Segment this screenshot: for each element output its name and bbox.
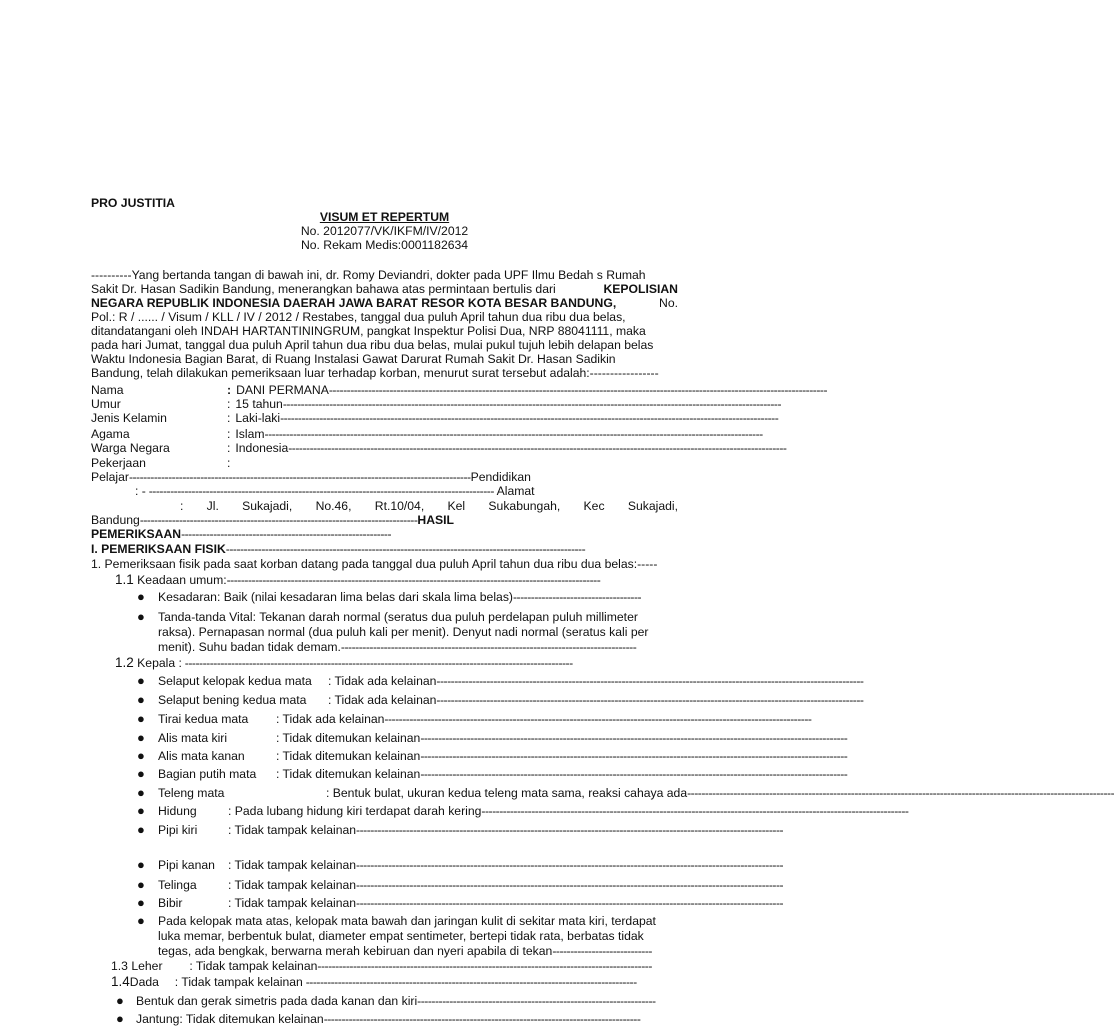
exam-label: Telinga	[158, 878, 197, 892]
identity-label: Nama	[91, 383, 124, 397]
bullet-icon: ●	[137, 822, 145, 837]
exam-row: Alis mata kanan : Tidak ditemukan kelainan------------------------------------------------------------------------------------------------------------------------	[158, 749, 848, 763]
subsection-number: 1.2	[115, 655, 134, 670]
exam-label: Bibir	[158, 896, 183, 910]
exam-value: : Tidak ada kelainan	[328, 693, 437, 707]
subsection-label: Keadaan umum:	[137, 573, 227, 587]
exam-value: : Tidak ditemukan kelainan	[276, 731, 421, 745]
identity-label: Umur	[91, 397, 121, 411]
subsection-line: 1.3 Leher : Tidak tampak kelainan----------------------------------------------------------------------------------------------	[111, 959, 652, 973]
bullet-line: Bentuk dan gerak simetris pada dada kanan dan kiri-------------------------------------------------------------------	[136, 994, 656, 1008]
subsection-number: 1.1	[115, 572, 134, 587]
bandung-label: Bandung	[91, 513, 140, 527]
exam-label: Alis mata kanan	[158, 749, 245, 763]
identity-separator: :	[227, 383, 232, 397]
alamat-label: Alamat	[496, 484, 535, 498]
exam-value: : Tidak tampak kelainan	[228, 858, 357, 872]
identity-separator: :	[227, 441, 231, 455]
identity-row: Nama : DANI PERMANA--------------------------------------------------------------------------------------------------------------------------------------------	[91, 383, 828, 397]
subsection-number: 1.4	[111, 974, 130, 989]
bullet-line: tegas, ada bengkak, berwarna merah kebiruan dan nyeri apabila di tekan----------------------------	[158, 944, 652, 958]
exam-row: Bagian putih mata : Tidak ditemukan kelainan------------------------------------------------------------------------------------------------------------------------	[158, 767, 848, 781]
bullet-line: Kesadaran: Baik (nilai kesadaran lima belas dari skala lima belas)------------------------------------	[158, 590, 642, 604]
bullet-icon: ●	[137, 913, 145, 928]
identity-value: Islam	[235, 427, 265, 441]
bullet-line: raksa). Pernapasan normal (dua puluh kali per menit). Denyut nadi normal (seratus kali per	[158, 625, 649, 639]
section-heading: I. PEMERIKSAAN FISIK	[91, 542, 226, 556]
identity-separator: :	[227, 397, 231, 411]
bullet-line: Jantung: Tidak ditemukan kelainan-----------------------------------------------------------------------------------------	[136, 1012, 641, 1026]
document-number: No. 2012077/VK/IKFM/IV/2012	[300, 224, 469, 238]
exam-value: : Tidak tampak kelainan	[228, 823, 357, 837]
identity-row: Jenis Kelamin : Laki-laki--------------------------------------------------------------------------------------------------------------------------------------------	[91, 411, 779, 425]
bullet-line: Tanda-tanda Vital: Tekanan darah normal (seratus dua puluh perdelapan puluh millimeter	[158, 610, 638, 624]
address-word: :	[180, 499, 184, 513]
dada-text: Jantung: Tidak ditemukan kelainan	[136, 1012, 324, 1026]
identity-row	[91, 456, 678, 470]
subsection-line: 1.2 Kepala : -------------------------------------------------------------------------------------------------------------	[115, 655, 573, 670]
exam-row: Selaput kelopak kedua mata : Tidak ada kelainan------------------------------------------------------------------------------------------------------------------------	[158, 674, 864, 688]
identity-row: Agama : Islam--------------------------------------------------------------------------------------------------------------------------------------------	[91, 427, 763, 441]
exam-value: : Tidak tampak kelainan	[228, 878, 357, 892]
bullet-icon: ●	[137, 589, 145, 604]
alamat-prefix: : -	[135, 484, 146, 498]
exam-label: Alis mata kiri	[158, 731, 228, 745]
hasil-label: HASIL	[417, 513, 454, 527]
address-word: Sukajadi,	[627, 499, 678, 513]
identity-label: Warga Negara	[91, 441, 170, 455]
address-word: Sukabungah,	[488, 499, 561, 513]
identity-row: Warga Negara : Indonesia--------------------------------------------------------------------------------------------------------------------------------------------	[91, 441, 787, 455]
exam-label: Selaput bening kedua mata	[158, 693, 307, 707]
pendidikan-label: Pendidikan	[470, 470, 531, 484]
exam-row: Selaput bening kedua mata : Tidak ada kelainan------------------------------------------------------------------------------------------------------------------------	[158, 693, 864, 707]
exam-row: Alis mata kiri : Tidak ditemukan kelainan------------------------------------------------------------------------------------------------------------------------	[158, 731, 848, 745]
exam-label: Teleng mata	[158, 786, 225, 800]
exam-label: Pipi kanan	[158, 858, 215, 872]
exam-value: : Tidak tampak kelainan	[228, 896, 357, 910]
address-word: Kec	[583, 499, 605, 513]
intro-line	[91, 282, 678, 296]
exam-row: Tirai kedua mata : Tidak ada kelainan------------------------------------------------------------------------------------------------------------------------	[158, 712, 812, 726]
document-title: VISUM ET REPERTUM	[319, 210, 450, 224]
exam-value: : Tidak ditemukan kelainan	[276, 767, 421, 781]
subsection-label: Dada	[129, 975, 159, 989]
pro-justitia: PRO JUSTITIA	[91, 196, 175, 210]
identity-label: Agama	[91, 427, 130, 441]
bullet-icon: ●	[137, 730, 145, 745]
subsection-line: 1.1 Keadaan umum:---------------------------------------------------------------------------------------------------------	[115, 572, 601, 587]
subsection-value: : Tidak tampak kelainan	[189, 959, 318, 973]
intro-bold: KEPOLISIAN	[603, 282, 678, 296]
address-word: Sukajadi,	[242, 499, 293, 513]
bandung-line: Bandung------------------------------------------------------------------------------HASIL	[91, 513, 454, 527]
identity-label: Pekerjaan	[91, 456, 146, 470]
identity-row: Umur : 15 tahun--------------------------------------------------------------------------------------------------------------------------------------------	[91, 397, 782, 411]
pemeriksaan-line: PEMERIKSAAN-----------------------------------------------------------	[91, 527, 392, 541]
item-line: 1. Pemeriksaan fisik pada saat korban datang pada tanggal dua puluh April tahun dua ribu dua belas:-----	[91, 557, 658, 571]
identity-separator: :	[227, 411, 231, 425]
exam-value: : Bentuk bulat, ukuran kedua teleng mata sama, reaksi cahaya ada	[326, 786, 688, 800]
exam-label: Bagian putih mata	[158, 767, 257, 781]
exam-row: Pipi kanan : Tidak tampak kelainan------------------------------------------------------------------------------------------------------------------------	[158, 858, 784, 872]
address-word: Jl.	[206, 499, 219, 513]
address-word: Kel	[447, 499, 466, 513]
bullet-line: luka memar, berbentuk bulat, diameter empat sentimeter, bertepi tidak rata, berbatas tidak	[158, 929, 644, 943]
subsection-label: Kepala :	[137, 656, 182, 670]
exam-row: Hidung : Pada lubang hidung kiri terdapat darah kering------------------------------------------------------------------------------------------------------------------------	[158, 804, 909, 818]
subsection-line: 1.4Dada : Tidak tampak kelainan ---------------------------------------------------------------------------------------------	[111, 974, 637, 989]
bullet-icon: ●	[137, 766, 145, 781]
bullet-icon: ●	[137, 711, 145, 726]
kesadaran-text: Kesadaran: Baik (nilai kesadaran lima belas dari skala lima belas)	[158, 590, 513, 604]
intro-bold: NEGARA REPUBLIK INDONESIA DAERAH JAWA BARAT RESOR KOTA BESAR BANDUNG,	[91, 296, 617, 310]
exam-label: Selaput kelopak kedua mata	[158, 674, 312, 688]
identity-separator: :	[227, 427, 231, 441]
bullet-icon: ●	[137, 785, 145, 800]
section-line: I. PEMERIKSAAN FISIK-----------------------------------------------------------------------------------------------------	[91, 542, 586, 556]
vital-text: menit). Suhu badan tidak demam.	[158, 640, 341, 654]
bullet-icon: ●	[137, 609, 145, 624]
pelajar-label: Pelajar	[91, 470, 129, 484]
exam-value: : Tidak ada kelainan	[276, 712, 385, 726]
bullet-icon: ●	[137, 748, 145, 763]
bullet-icon: ●	[137, 895, 145, 910]
exam-row: Teleng mata : Bentuk bulat, ukuran kedua teleng mata sama, reaksi cahaya ada------------------------------------------------------------------------------------------------------------------------	[158, 786, 1114, 800]
intro-line	[91, 296, 678, 310]
subsection-number: 1.3	[111, 959, 128, 973]
exam-label: Hidung	[158, 804, 197, 818]
intro-text: Sakit Dr. Hasan Sadikin Bandung, menerangkan bahawa atas permintaan bertulis dari	[91, 282, 556, 296]
address-line	[180, 499, 678, 513]
kelopak-text: tegas, ada bengkak, berwarna merah kebiruan dan nyeri apabila di tekan	[158, 944, 553, 958]
bullet-icon: ●	[137, 857, 145, 872]
exam-row: Telinga : Tidak tampak kelainan------------------------------------------------------------------------------------------------------------------------	[158, 878, 784, 892]
exam-label: Pipi kiri	[158, 823, 198, 837]
intro-line: ----------Yang bertanda tangan di bawah ini, dr. Romy Deviandri, dokter pada UPF Ilmu Bedah s Rumah	[91, 268, 646, 282]
intro-line: Pol.: R / ...... / Visum / KLL / IV / 2012 / Restabes, tanggal dua puluh April tahun dua ribu dua belas,	[91, 310, 626, 324]
bullet-line: menit). Suhu badan tidak demam.-----------------------------------------------------------------------------------	[158, 640, 637, 654]
intro-text: No.	[659, 296, 678, 310]
address-word: No.46,	[315, 499, 352, 513]
identity-value: 15 tahun	[235, 397, 283, 411]
identity-value: DANI PERMANA	[236, 383, 329, 397]
bullet-icon: ●	[116, 993, 124, 1008]
intro-line: pada hari Jumat, tanggal dua puluh April tahun dua ribu dua belas, mulai pukul tujuh lebih delapan belas	[91, 338, 654, 352]
identity-label: Jenis Kelamin	[91, 411, 167, 425]
pemeriksaan-label: PEMERIKSAAN	[91, 527, 182, 541]
identity-value: Indonesia	[235, 441, 289, 455]
alamat-line: : - ------------------------------------------------------------------------------------------------- Alamat	[135, 484, 535, 498]
address-word: Rt.10/04,	[374, 499, 425, 513]
intro-line: Bandung, telah dilakukan pemeriksaan luar terhadap korban, menurut surat tersebut adalah:-----------------	[91, 366, 659, 380]
pelajar-line: Pelajar------------------------------------------------------------------------------------------------Pendidikan	[91, 470, 531, 484]
subsection-value: : Tidak tampak kelainan	[174, 975, 303, 989]
exam-value: : Pada lubang hidung kiri terdapat darah kering	[228, 804, 482, 818]
identity-value: Laki-laki	[235, 411, 281, 425]
subsection-label: Leher	[131, 959, 163, 973]
bullet-icon: ●	[137, 803, 145, 818]
exam-value: : Tidak ditemukan kelainan	[276, 749, 421, 763]
medical-record-number: No. Rekam Medis:0001182634	[300, 238, 469, 252]
exam-row: Pipi kiri : Tidak tampak kelainan------------------------------------------------------------------------------------------------------------------------	[158, 823, 784, 837]
bullet-icon: ●	[137, 673, 145, 688]
intro-line: ditandatangani oleh INDAH HARTANTININGRUM, pangkat Inspektur Polisi Dua, NRP 88041111, maka	[91, 324, 646, 338]
exam-label: Tirai kedua mata	[158, 712, 249, 726]
bullet-line: Pada kelopak mata atas, kelopak mata bawah dan jaringan kulit di sekitar mata kiri, terdapat	[158, 914, 656, 928]
bullet-icon: ●	[137, 877, 145, 892]
dada-text: Bentuk dan gerak simetris pada dada kanan dan kiri	[136, 994, 418, 1008]
bullet-icon: ●	[116, 1011, 124, 1026]
exam-row: Bibir : Tidak tampak kelainan------------------------------------------------------------------------------------------------------------------------	[158, 896, 784, 910]
exam-value: : Tidak ada kelainan	[328, 674, 437, 688]
identity-separator: :	[227, 456, 231, 470]
bullet-icon: ●	[137, 692, 145, 707]
intro-line: Waktu Indonesia Bagian Barat, di Ruang Instalasi Gawat Darurat Rumah Sakit Dr. Hasan Sadikin	[91, 352, 616, 366]
